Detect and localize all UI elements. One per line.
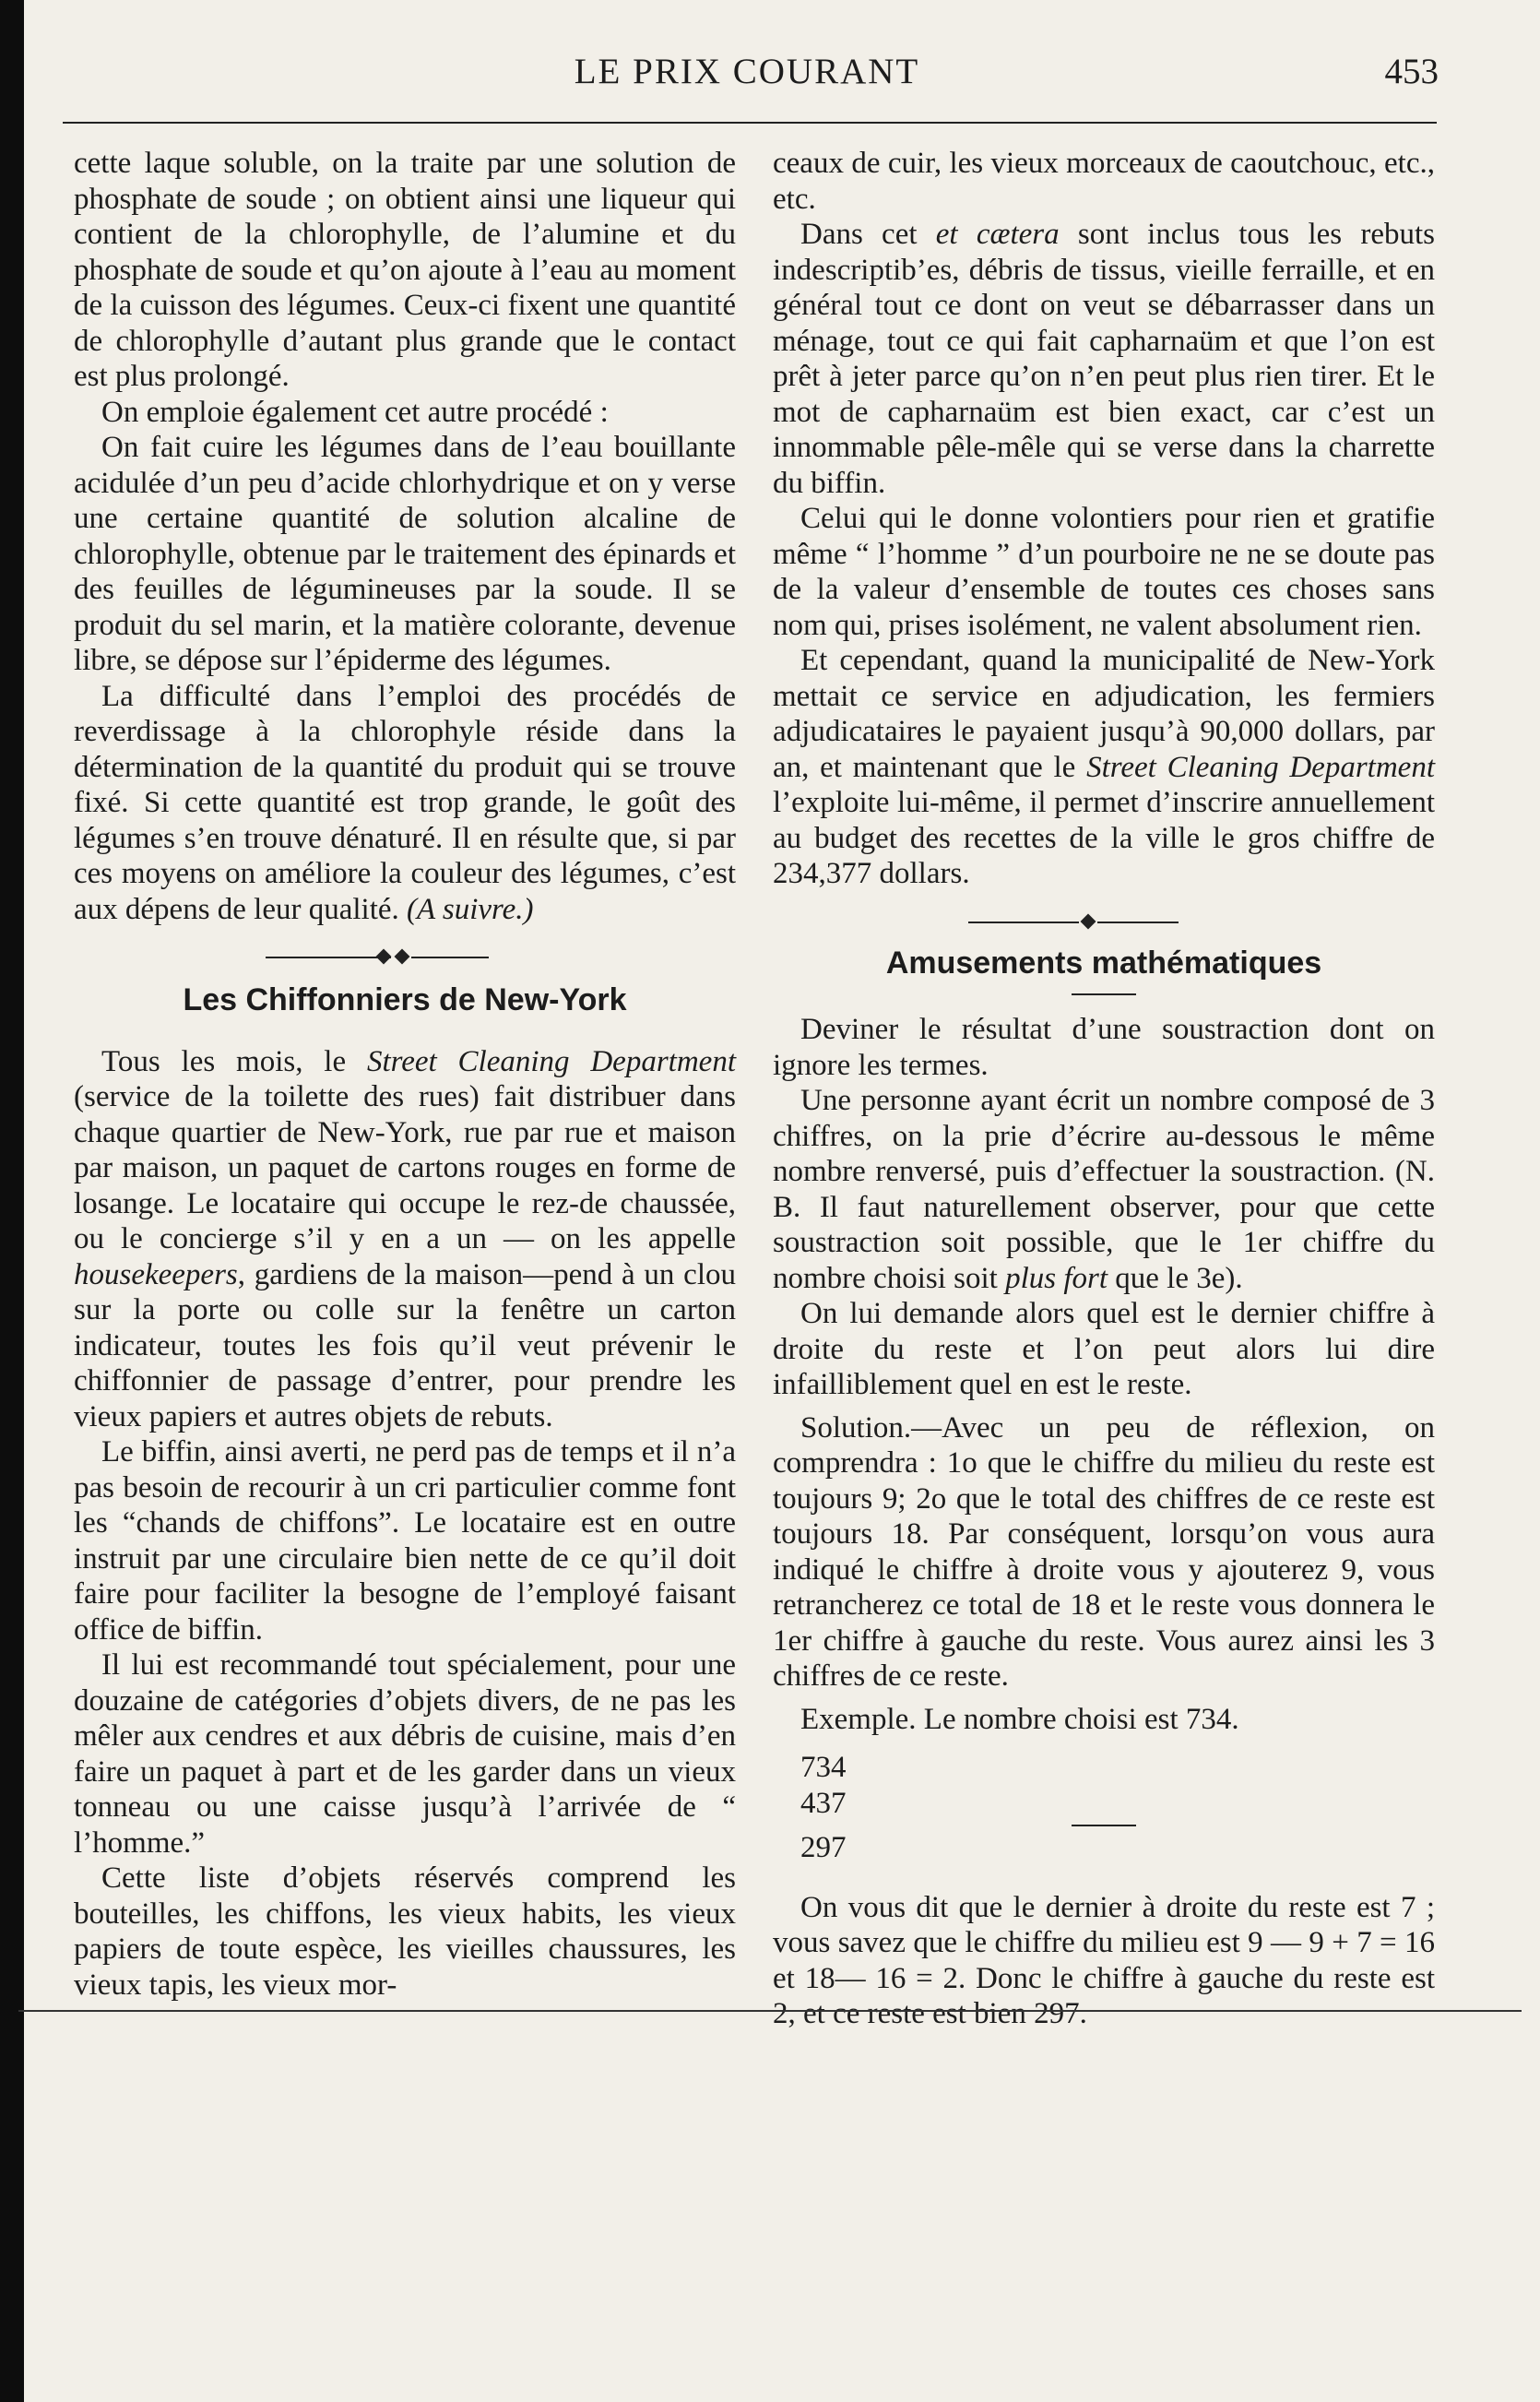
publication-title: LE PRIX COURANT	[574, 52, 920, 91]
emphasis: Street Cleaning Department	[1086, 750, 1435, 784]
left-column	[74, 146, 736, 2003]
paragraph-text: Et cependant, quand la municipalité de New-York mettait ce service en adjudication, les fermiers adjudicataires le payaient jusqu’à 90,000 dollars, par an, et maintenant que le	[773, 644, 1435, 784]
section-ornament	[74, 944, 736, 971]
paragraph-text: Une personne ayant écrit un nombre composé de 3 chiffres, on la prie d’écrire au-dessous le même nombre renversé, puis d’effectuer la soustraction. (N. B. Il faut naturellement observer, pour que cette soustraction soit possible, que le 1er chiffre du nombre choisi soit	[773, 1084, 1435, 1295]
paragraph: Solution.—Avec un peu de réflexion, on comprendra : 1o que le chiffre du milieu du reste est toujours 9; 2o que le total des chiffres de ce reste est toujours 18. Par conséquent, lorsqu’on vous aura indiqué le chiffre à droite vous y ajouterez 9, vous retrancherez ce total de 18 et le reste vous donnera le 1er chiffre à gauche du reste. Vous aurez ainsi les 3 chiffres de ce reste.	[773, 1410, 1435, 1693]
paragraph	[74, 1044, 736, 1435]
paragraph: Cette liste d’objets réservés comprend les bouteilles, les chiffons, les vieux habits, les vieux papiers de toute espèce, les vieilles chaussures, les vieux tapis, les vieux mor-	[74, 1861, 736, 2002]
to-be-continued: (A suivre.)	[407, 892, 534, 926]
paragraph: On lui demande alors quel est le dernier chiffre à droite du reste et l’on peut alors lui dire infailliblement quel en est le reste.	[773, 1297, 1435, 1401]
scan-artifact-line	[18, 2010, 1522, 2012]
emphasis: et cætera	[935, 218, 1060, 251]
paragraph-text: (service de la toilette des rues) fait distribuer dans chaque quartier de New-York, rue par rue et maison par maison, un paquet de cartons rouges en forme de losange. Le locataire qui occupe le rez-de chaussée, ou le concierge s’il y en a un — on les appelle	[74, 1080, 736, 1255]
paragraph	[773, 217, 1435, 501]
page-header	[55, 51, 1439, 106]
header-rule	[63, 122, 1437, 124]
paragraph: ceaux de cuir, les vieux morceaux de caoutchouc, etc., etc.	[773, 147, 1435, 216]
subtrahend: 437	[800, 1786, 847, 1820]
paragraph: Exemple. Le nombre choisi est 734.	[800, 1702, 1239, 1736]
paragraph-text: que le 3e).	[1108, 1261, 1243, 1295]
paragraph: Le biffin, ainsi averti, ne perd pas de temps et il n’a pas besoin de recourir à un cri particulier comme font les “chands de chiffons”. Le locataire est en outre instruit par une circulaire bien nette de ce qu’il doit faire pour faciliter la besogne de l’employé faisant office de biffin.	[74, 1435, 736, 1647]
paragraph-text: l’exploite lui-même, il permet d’inscrire annuellement au budget des recettes de la ville le gros chiffre de 234,377 dollars.	[773, 786, 1435, 890]
emphasis: plus fort	[1005, 1261, 1108, 1295]
paragraph-text: La difficulté dans l’emploi des procédés de reverdissage à la chlorophyle réside dans la détermination de la quantité du produit qui se trouve fixé. Si cette quantité est trop grande, le goût des légumes s’en trouve dénaturé. Il en résulte que, si par ces moyens on améliore la couleur des légumes, c’est aux dépens de leur qualité.	[74, 679, 736, 926]
paragraph	[74, 679, 736, 928]
subtraction-example	[773, 1750, 1435, 1866]
article-title: Les Chiffonniers de New-York	[183, 982, 627, 1017]
paragraph: On emploie également cet autre procédé :	[101, 395, 609, 429]
paragraph: Deviner le résultat d’une soustraction dont on ignore les termes.	[773, 1013, 1435, 1082]
paragraph	[773, 1083, 1435, 1296]
title-underline	[1072, 993, 1136, 995]
paragraph-text: Dans cet	[800, 218, 936, 251]
right-column	[773, 146, 1435, 2032]
emphasis: housekeepers	[74, 1257, 238, 1291]
paragraph: On vous dit que le dernier à droite du reste est 7 ; vous savez que le chiffre du milieu est 9 — 9 + 7 = 16 et 18— 16 = 2. Donc le chiffre à gauche du reste est 2, et ce reste est bien 297.	[773, 1890, 1435, 2030]
paragraph: Celui qui le donne volontiers pour rien et gratifie même “ l’homme ” d’un pourboire ne ne se doute pas de la valeur d’ensemble de toutes ces choses sans nom qui, prises isolément, ne valent absolument rien.	[773, 502, 1435, 642]
paragraph: On fait cuire les légumes dans de l’eau bouillante acidulée d’un peu d’acide chlorhydrique et on y verse une certaine quantité de solution alcaline de chlorophylle, obtenue par le traitement des épinards et des feuilles de légumineuses par la soude. Il se produit du sel marin, et la matière colorante, devenue libre, se dépose sur l’épiderme des légumes.	[74, 431, 736, 677]
sum-rule	[1072, 1825, 1136, 1826]
minuend: 734	[800, 1751, 847, 1784]
paragraph-text: Tous les mois, le	[101, 1044, 367, 1078]
page-edge-shadow	[0, 0, 24, 2402]
emphasis: Street Cleaning Department	[366, 1044, 736, 1078]
paragraph-text: , gardiens de la maison—pend à un clou sur la porte ou colle sur la fenêtre un carton indicateur, toutes les fois qu’il veut prévenir le chiffonnier de passage d’entrer, pour prendre les vieux papiers et autres objets de rebuts.	[74, 1257, 736, 1433]
article-title: Amusements mathématiques	[885, 945, 1322, 981]
paragraph: cette laque soluble, on la traite par une solution de phosphate de soude ; on obtient ainsi une liqueur qui contient de la chlorophylle, de l’alumine et du phosphate de soude et qu’on ajoute à l’eau au moment de la cuisson des légumes. Ceux-ci fixent une quantité de chlorophylle d’autant plus grande que le contact est plus prolongé.	[74, 147, 736, 393]
section-ornament	[773, 909, 1435, 936]
page-number: 453	[1384, 52, 1439, 91]
paragraph	[773, 643, 1435, 892]
paragraph-text: sont inclus tous les rebuts indescriptib’es, débris de tissus, vieille ferraille, et en général tout ce dont on veut se débarrasser dans un ménage, tout ce qui fait capharnaüm et que l’on est prêt à jeter parce qu’on n’en peut plus rien tirer. Et le mot de capharnaüm est bien exact, car c’est un innommable pêle-mêle qui se verse dans la charrette du biffin.	[773, 218, 1435, 500]
difference: 297	[800, 1831, 847, 1864]
paragraph: Il lui est recommandé tout spécialement, pour une douzaine de catégories d’objets divers, de ne pas les mêler aux cendres et aux débris de cuisine, mais d’en faire un paquet à part et de les garder dans un vieux tonneau ou une caisse jusqu’à l’arrivée de “ l’homme.”	[74, 1648, 736, 1860]
